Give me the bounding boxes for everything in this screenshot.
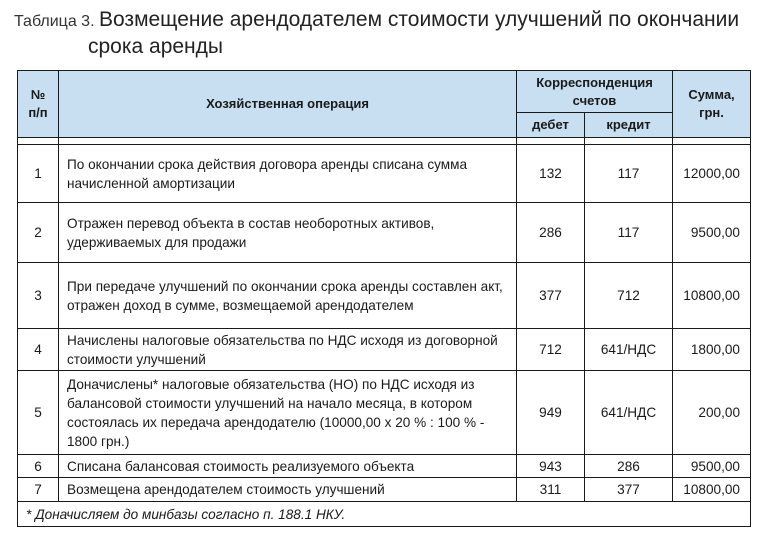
- row-credit: 117: [585, 203, 673, 263]
- table-row: [18, 203, 751, 263]
- row-num: 3: [18, 263, 59, 329]
- row-sum: 1800,00: [673, 329, 751, 371]
- table-row: [18, 329, 751, 371]
- row-credit: 377: [585, 478, 673, 502]
- row-sum: 10800,00: [673, 263, 751, 329]
- spacer-row: [18, 138, 751, 145]
- row-debit: 377: [517, 263, 585, 329]
- header-credit: кредит: [585, 113, 673, 138]
- table-row: [18, 478, 751, 502]
- header-num: № п/п: [18, 71, 59, 138]
- row-debit: 311: [517, 478, 585, 502]
- row-debit: 943: [517, 455, 585, 478]
- header-correspondence: Корреспонденция счетов: [517, 71, 673, 113]
- row-operation: Списана балансовая стоимость реализуемого объекта: [59, 455, 517, 478]
- operations-table: [17, 70, 751, 527]
- footnote-row: [18, 502, 751, 527]
- row-sum: 10800,00: [673, 478, 751, 502]
- row-debit: 949: [517, 371, 585, 455]
- row-debit: 286: [517, 203, 585, 263]
- row-credit: 712: [585, 263, 673, 329]
- row-operation: По окончании срока действия договора аренды списана сумма начисленной амортизации: [59, 145, 517, 203]
- row-sum: 9500,00: [673, 203, 751, 263]
- caption-title-line1: Возмещение арендодателем стоимости улучшений по окончании: [98, 8, 740, 31]
- row-debit: 712: [517, 329, 585, 371]
- row-credit: 641/НДС: [585, 329, 673, 371]
- row-operation: Начислены налоговые обязательства по НДС исходя из договорной стоимости улучшений: [59, 329, 517, 371]
- row-credit: 286: [585, 455, 673, 478]
- row-operation: Возмещена арендодателем стоимость улучшений: [59, 478, 517, 502]
- table-row: [18, 263, 751, 329]
- row-sum: 9500,00: [673, 455, 751, 478]
- row-operation: Доначислены* налоговые обязательства (НО) по НДС исходя из балансовой стоимости улучшений на начало месяца, в котором состоялась их передача арендодателю (10000,00 х 20 % : 100 % - 1800 грн.): [59, 371, 517, 455]
- header-operation: Хозяйственная операция: [59, 71, 517, 138]
- row-num: 7: [18, 478, 59, 502]
- row-operation: При передаче улучшений по окончании срока аренды составлен акт, отражен доход в сумме, возмещаемой арендодателем: [59, 263, 517, 329]
- header-debit: дебет: [517, 113, 585, 138]
- table-caption: [14, 6, 754, 60]
- caption-label: Таблица 3.: [14, 13, 95, 30]
- row-num: 4: [18, 329, 59, 371]
- table-row: [18, 145, 751, 203]
- row-num: 2: [18, 203, 59, 263]
- row-num: 5: [18, 371, 59, 455]
- row-sum: 200,00: [673, 371, 751, 455]
- row-num: 6: [18, 455, 59, 478]
- footnote: * Доначисляем до минбазы согласно п. 188.1 НКУ.: [18, 502, 751, 527]
- row-sum: 12000,00: [673, 145, 751, 203]
- row-num: 1: [18, 145, 59, 203]
- header-sum: Сумма, грн.: [673, 71, 751, 138]
- row-credit: 641/НДС: [585, 371, 673, 455]
- row-debit: 132: [517, 145, 585, 203]
- row-operation: Отражен перевод объекта в состав необоротных активов, удерживаемых для продажи: [59, 203, 517, 263]
- caption-title-line2: срока аренды: [88, 35, 224, 58]
- table-row: [18, 455, 751, 478]
- table-row: [18, 371, 751, 455]
- row-credit: 117: [585, 145, 673, 203]
